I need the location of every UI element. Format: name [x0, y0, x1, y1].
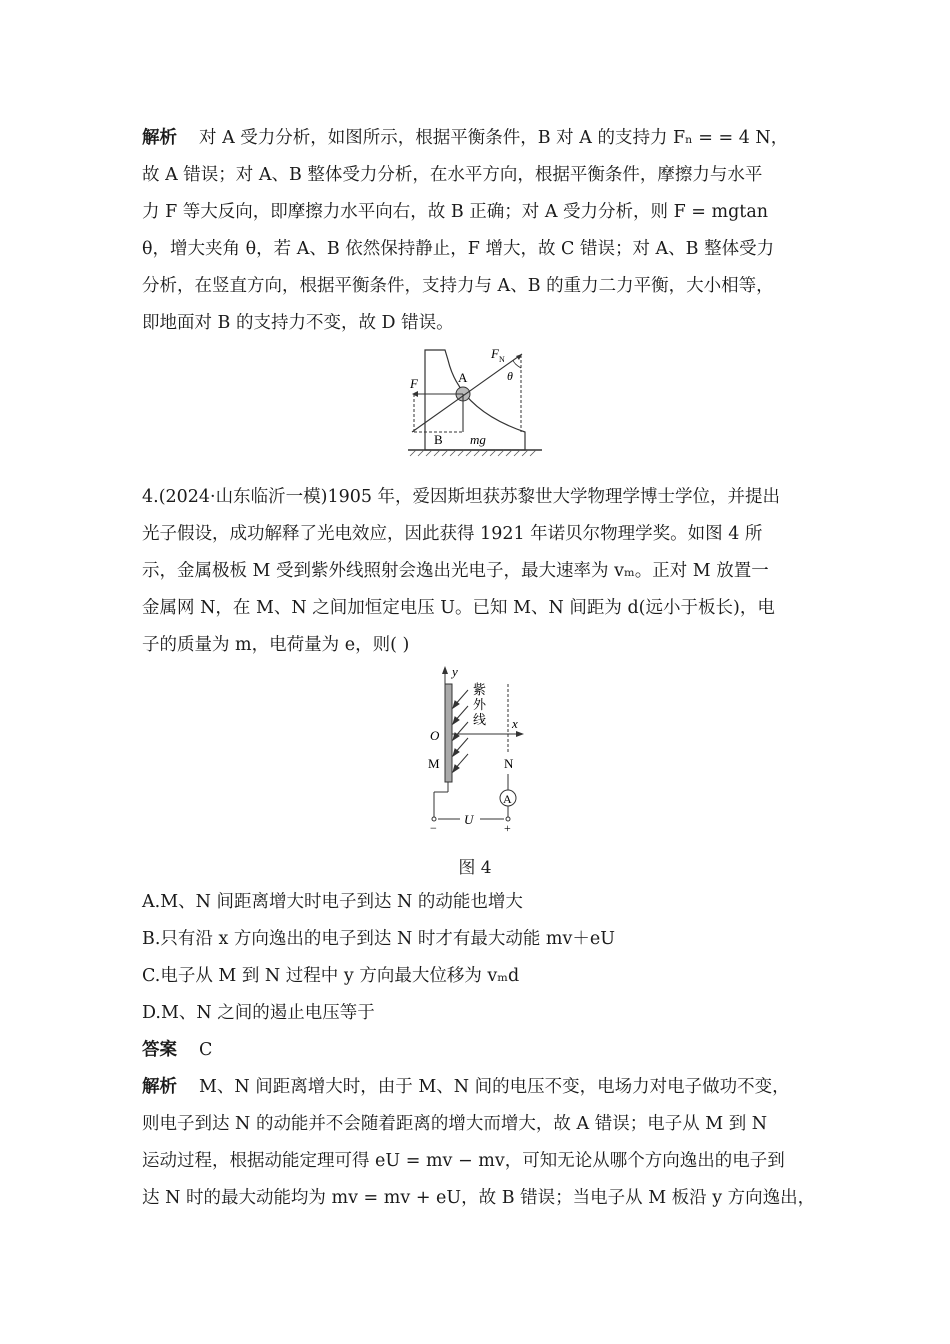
answer-value: C — [199, 1040, 213, 1060]
option-c: C.电子从 M 到 N 过程中 y 方向最大位移为 vₘd — [142, 966, 520, 986]
label-uv-3: 线 — [473, 712, 487, 727]
label-plus: + — [504, 821, 511, 832]
label-m: M — [428, 756, 440, 771]
question4-line-1: 4.(2024·山东临沂一模)1905 年，爱因斯坦获苏黎世大学物理学博士学位，并提出 — [142, 487, 781, 507]
label-ammeter: A — [503, 792, 512, 806]
analysis2-label: 解析 — [142, 1077, 177, 1097]
figure4-caption: 图 4 — [458, 858, 492, 878]
analysis-label: 解析 — [142, 128, 177, 148]
analysis2-line-4: 达 N 时的最大动能均为 mv = mv + eU，故 B 错误；当电子从 M 板沿 y 方向逸出， — [142, 1188, 816, 1208]
label-theta: θ — [507, 369, 513, 383]
label-minus: − — [430, 821, 437, 832]
label-n: N — [504, 756, 514, 771]
photoelectric-diagram — [420, 662, 540, 832]
analysis2-text-1: M、N 间距离增大时，由于 M、N 间的电压不变，电场力对电子做功不变， — [199, 1077, 790, 1097]
label-fn: F — [491, 346, 499, 361]
analysis1-line-6: 即地面对 B 的支持力不变，故 D 错误。 — [142, 313, 454, 333]
label-mg: mg — [470, 432, 486, 447]
label-f: F — [410, 376, 418, 391]
question4-line-2: 光子假设，成功解释了光电效应，因此获得 1921 年诺贝尔物理学奖。如图 4 所 — [142, 524, 763, 544]
label-a: A — [458, 370, 468, 385]
analysis1-line-1 — [142, 126, 788, 150]
label-b: B — [434, 432, 443, 447]
analysis2-line-3: 运动过程，根据动能定理可得 eU = mv − mv，可知无论从哪个方向逸出的电子到 — [142, 1151, 785, 1171]
option-a: A.M、N 间距离增大时电子到达 N 的动能也增大 — [142, 892, 523, 912]
label-uv-2: 外 — [473, 697, 487, 712]
analysis1-line-3: 力 F 等大反向，即摩擦力水平向右，故 B 正确；对 A 受力分析，则 F = mgtan — [142, 202, 769, 222]
analysis1-line-5: 分析，在竖直方向，根据平衡条件，支持力与 A、B 的重力二力平衡，大小相等， — [142, 276, 774, 296]
analysis2-line-2: 则电子到达 N 的动能并不会随着距离的增大而增大，故 A 错误；电子从 M 到 N — [142, 1114, 768, 1134]
analysis2-line-1 — [142, 1075, 790, 1099]
option-d: D.M、N 之间的遏止电压等于 — [142, 1003, 375, 1023]
force-diagram — [400, 340, 550, 465]
option-b: B.只有沿 x 方向逸出的电子到达 N 时才有最大动能 mv＋eU — [142, 929, 616, 949]
label-uv-1: 紫 — [473, 682, 487, 697]
question4-line-3: 示，金属极板 M 受到紫外线照射会逸出光电子，最大速率为 vₘ。正对 M 放置一 — [142, 561, 769, 581]
analysis1-line-4: θ，增大夹角 θ，若 A、B 依然保持静止，F 增大，故 C 错误；对 A、B 整体受力 — [142, 239, 775, 259]
label-x: x — [512, 716, 518, 731]
analysis1-text-1: 对 A 受力分析，如图所示，根据平衡条件，B 对 A 的支持力 Fₙ = = 4 N， — [199, 128, 789, 148]
label-fn-sub: N — [499, 355, 505, 364]
label-u: U — [464, 812, 474, 827]
answer-line — [142, 1038, 212, 1062]
answer-label: 答案 — [142, 1040, 177, 1060]
support-force-line — [412, 354, 522, 432]
label-o: O — [430, 728, 440, 743]
question4-line-4: 金属网 N，在 M、N 之间加恒定电压 U。已知 M、N 间距为 d(远小于板长)，电 — [142, 598, 775, 618]
analysis1-line-2: 故 A 错误；对 A、B 整体受力分析，在水平方向，根据平衡条件，摩擦力与水平 — [142, 165, 763, 185]
label-y: y — [452, 664, 458, 679]
metal-plate-m — [445, 684, 452, 782]
question4-line-5: 子的质量为 m，电荷量为 e，则( ) — [142, 635, 410, 655]
